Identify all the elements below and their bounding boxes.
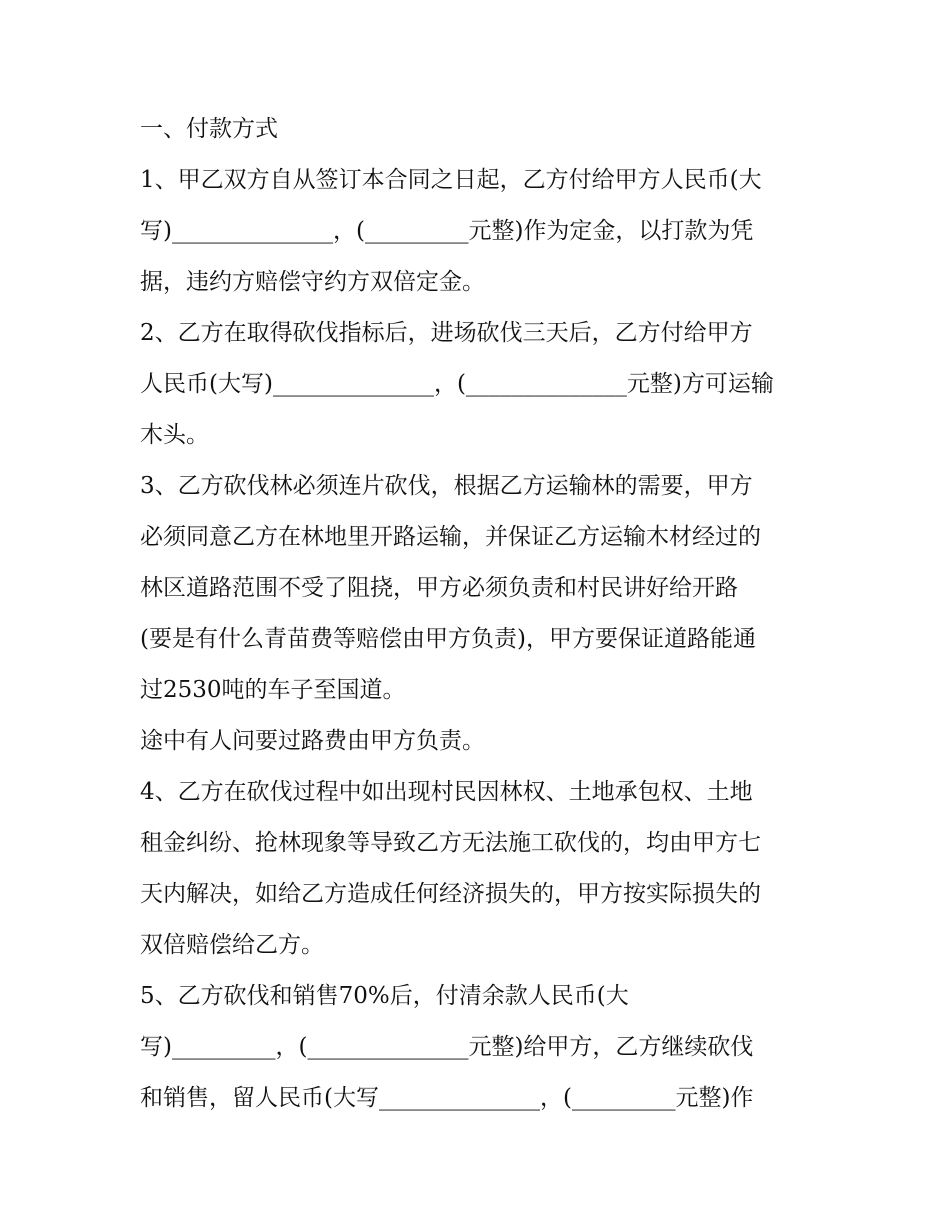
text-line: 4、乙方在砍伐过程中如出现村民因林权、土地承包权、土地 [140, 779, 753, 805]
text-line: 途中有人问要过路费由甲方负责。 [140, 728, 485, 754]
section-heading: 一、付款方式 [140, 116, 278, 142]
text-line: 过2530吨的车子至国道。 [140, 677, 406, 703]
text-line: 木头。 [140, 422, 209, 448]
text-line: 必须同意乙方在林地里开路运输，并保证乙方运输木材经过的 [140, 524, 761, 550]
text-line: (要是有什么青苗费等赔偿由甲方负责)，甲方要保证道路能通 [140, 626, 756, 652]
text-line: 据，违约方赔偿守约方双倍定金。 [140, 269, 485, 295]
text-line: 租金纠纷、抢林现象等导致乙方无法施工砍伐的，均由甲方七 [140, 830, 761, 856]
text-line: 3、乙方砍伐林必须连片砍伐，根据乙方运输林的需要，甲方 [140, 473, 753, 499]
text-line: 5、乙方砍伐和销售70%后，付清余款人民币(大 [140, 983, 629, 1009]
contract-text [140, 104, 830, 1124]
text-line: 写)_________，(______________元整)给甲方，乙方继续砍伐 [140, 1034, 754, 1060]
text-line: 写)______________，(_________元整)作为定金，以打款为凭 [140, 218, 754, 244]
text-line: 林区道路范围不受了阻挠，甲方必须负责和村民讲好给开路 [140, 575, 738, 601]
text-line: 1、甲乙双方自从签订本合同之日起，乙方付给甲方人民币(大 [140, 167, 762, 193]
text-line: 双倍赔偿给乙方。 [140, 932, 324, 958]
text-line: 和销售，留人民币(大写______________，(_________元整)作 [140, 1085, 754, 1111]
text-line: 天内解决，如给乙方造成任何经济损失的，甲方按实际损失的 [140, 881, 761, 907]
text-line: 2、乙方在取得砍伐指标后，进场砍伐三天后，乙方付给甲方 [140, 320, 753, 346]
text-line: 人民币(大写)______________，(______________元整)方可运输 [140, 371, 774, 397]
